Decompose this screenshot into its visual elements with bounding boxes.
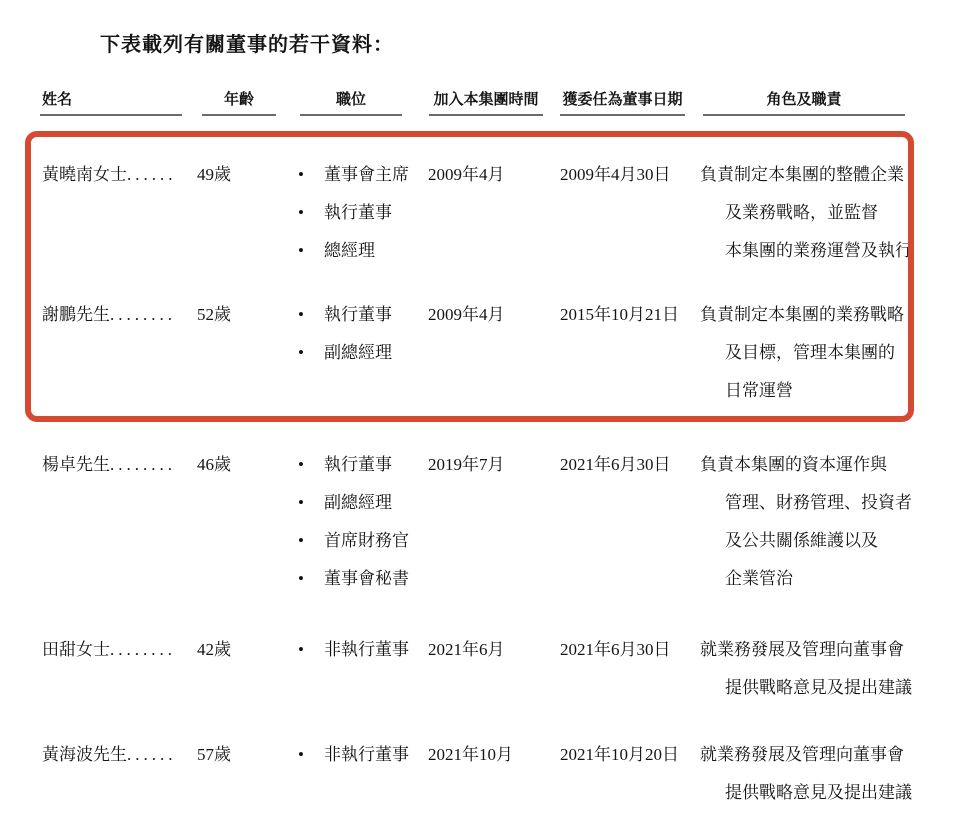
director-joined: 2019年7月 bbox=[428, 455, 505, 474]
director-age: 52歲 bbox=[197, 305, 231, 324]
director-appointed: 2021年6月30日 bbox=[560, 455, 671, 474]
director-joined: 2009年4月 bbox=[428, 165, 505, 184]
position-item: • 非執行董事 bbox=[296, 736, 428, 774]
table-caption: 下表載列有關董事的若干資料： bbox=[100, 34, 394, 56]
director-appointed: 2009年4月30日 bbox=[560, 165, 671, 184]
bullet-icon: • bbox=[298, 745, 304, 764]
header-name-label: 姓名 bbox=[42, 92, 73, 108]
director-role: 就業務發展及管理向董事會 提供戰略意見及提出建議 bbox=[700, 640, 912, 697]
director-name: 黃海波先生...... bbox=[42, 745, 177, 764]
director-appointed: 2021年6月30日 bbox=[560, 640, 671, 659]
header-underline bbox=[703, 114, 905, 116]
director-age: 49歲 bbox=[197, 165, 231, 184]
director-name: 黃曉南女士...... bbox=[42, 165, 177, 184]
header-underline bbox=[429, 114, 543, 116]
director-role: 負責制定本集團的整體企業 及業務戰略，並監督 本集團的業務運營及執行 bbox=[700, 165, 912, 260]
header-underline bbox=[560, 114, 685, 116]
position-item: • 首席財務官 bbox=[296, 522, 428, 560]
bullet-icon: • bbox=[298, 305, 304, 324]
bullet-icon: • bbox=[298, 531, 304, 550]
director-positions bbox=[296, 296, 428, 372]
director-name: 田甜女士........ bbox=[42, 640, 176, 659]
position-item: • 總經理 bbox=[296, 232, 428, 270]
director-age: 57歲 bbox=[197, 745, 231, 764]
header-joined-label: 加入本集團時間 bbox=[433, 92, 539, 108]
header-role bbox=[700, 88, 916, 116]
director-positions bbox=[296, 736, 428, 774]
table-header-row bbox=[40, 88, 916, 116]
director-age: 46歲 bbox=[197, 455, 231, 474]
director-name: 楊卓先生........ bbox=[42, 455, 176, 474]
director-positions bbox=[296, 156, 428, 270]
header-position-label: 職位 bbox=[335, 92, 366, 108]
position-item: • 副總經理 bbox=[296, 484, 428, 522]
director-name: 謝鵬先生........ bbox=[42, 305, 176, 324]
leader-dots: ........ bbox=[110, 640, 176, 659]
header-age-label: 年齡 bbox=[223, 92, 254, 108]
directors-table bbox=[40, 88, 916, 812]
leader-dots: ........ bbox=[110, 455, 176, 474]
position-item: • 董事會主席 bbox=[296, 156, 428, 194]
header-appointed-label: 獲委任為董事日期 bbox=[562, 92, 683, 108]
director-joined: 2021年6月 bbox=[428, 640, 505, 659]
bullet-icon: • bbox=[298, 165, 304, 184]
bullet-icon: • bbox=[298, 455, 304, 474]
position-item: • 副總經理 bbox=[296, 334, 428, 372]
position-item: • 非執行董事 bbox=[296, 631, 428, 669]
position-item: • 執行董事 bbox=[296, 194, 428, 232]
position-item: • 執行董事 bbox=[296, 296, 428, 334]
header-role-label: 角色及職責 bbox=[766, 92, 842, 108]
bullet-icon: • bbox=[298, 241, 304, 260]
header-position bbox=[296, 88, 428, 116]
leader-dots: ...... bbox=[127, 745, 177, 764]
bullet-icon: • bbox=[298, 203, 304, 222]
table-row bbox=[40, 156, 916, 270]
director-role: 負責本集團的資本運作與 管理、財務管理、投資者 及公共關係維護以及 企業管治 bbox=[700, 455, 912, 588]
header-age bbox=[197, 88, 296, 116]
director-joined: 2021年10月 bbox=[428, 745, 513, 764]
header-appointed bbox=[560, 88, 700, 116]
header-underline bbox=[202, 114, 276, 116]
header-underline bbox=[300, 114, 402, 116]
header-name bbox=[40, 88, 197, 116]
leader-dots: ...... bbox=[127, 165, 177, 184]
director-appointed: 2015年10月21日 bbox=[560, 305, 679, 324]
director-role: 就業務發展及管理向董事會 提供戰略意見及提出建議 bbox=[700, 745, 912, 802]
director-joined: 2009年4月 bbox=[428, 305, 505, 324]
bullet-icon: • bbox=[298, 569, 304, 588]
table-row bbox=[40, 446, 916, 598]
position-item: • 董事會秘書 bbox=[296, 560, 428, 598]
bullet-icon: • bbox=[298, 640, 304, 659]
position-item: • 執行董事 bbox=[296, 446, 428, 484]
table-row bbox=[40, 736, 916, 812]
bullet-icon: • bbox=[298, 343, 304, 362]
director-positions bbox=[296, 631, 428, 669]
table-row bbox=[40, 296, 916, 410]
director-age: 42歲 bbox=[197, 640, 231, 659]
director-role: 負責制定本集團的業務戰略 及目標，管理本集團的 日常運營 bbox=[700, 305, 904, 400]
header-joined bbox=[428, 88, 560, 116]
director-positions bbox=[296, 446, 428, 598]
director-appointed: 2021年10月20日 bbox=[560, 745, 679, 764]
header-underline bbox=[40, 114, 182, 116]
leader-dots: ........ bbox=[110, 305, 176, 324]
bullet-icon: • bbox=[298, 493, 304, 512]
table-row bbox=[40, 631, 916, 707]
